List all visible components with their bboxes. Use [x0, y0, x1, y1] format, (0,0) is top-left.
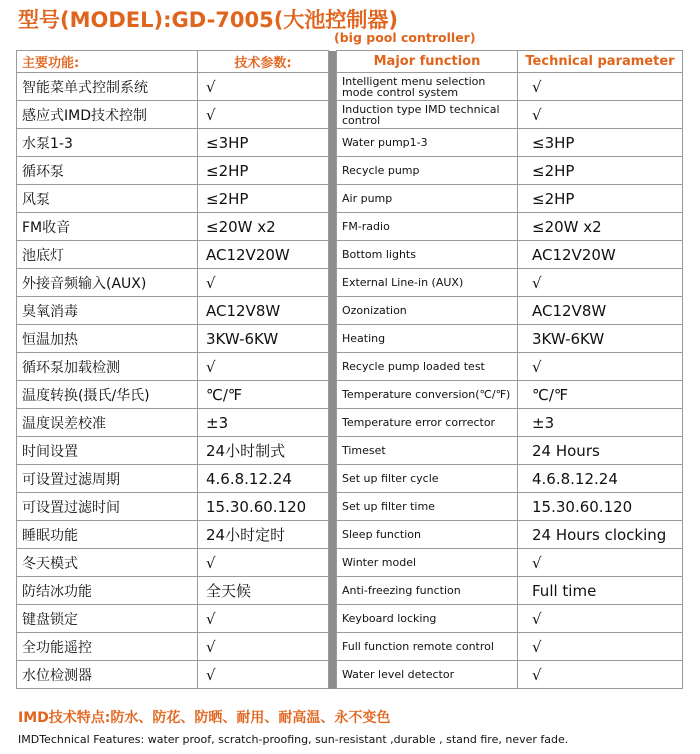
spec-table-grid — [16, 50, 683, 689]
feature-cn-value: √ — [198, 661, 329, 689]
feature-cn-label: 冬天模式 — [17, 549, 198, 577]
header-cn-param: 技术参数: — [198, 51, 329, 73]
table-row — [17, 101, 683, 129]
table-row — [17, 521, 683, 549]
feature-cn-value: AC12V20W — [198, 241, 329, 269]
feature-cn-label: 全功能遥控 — [17, 633, 198, 661]
feature-en-label: Heating — [337, 325, 518, 353]
feature-en-label: Recycle pump — [337, 157, 518, 185]
feature-cn-value: ≤2HP — [198, 185, 329, 213]
title-cn-suffix: (大池控制器) — [273, 8, 398, 32]
title-prefix: 型号(MODEL): — [18, 8, 172, 32]
feature-en-label: Water pump1-3 — [337, 129, 518, 157]
spec-table — [16, 50, 682, 689]
column-divider — [329, 101, 337, 129]
feature-en-value: ≤3HP — [518, 129, 683, 157]
column-divider — [329, 521, 337, 549]
feature-en-value: √ — [518, 605, 683, 633]
column-divider — [329, 241, 337, 269]
feature-en-label: FM-radio — [337, 213, 518, 241]
feature-en-label: Temperature error corrector — [337, 409, 518, 437]
column-divider — [329, 605, 337, 633]
table-row — [17, 353, 683, 381]
feature-cn-label: 循环泵 — [17, 157, 198, 185]
table-row — [17, 213, 683, 241]
feature-en-label: External Line-in (AUX) — [337, 269, 518, 297]
feature-cn-value: ≤2HP — [198, 157, 329, 185]
feature-en-label: Recycle pump loaded test — [337, 353, 518, 381]
table-row — [17, 549, 683, 577]
title-en-subtitle: (big pool controller) — [334, 30, 476, 45]
feature-en-value: √ — [518, 269, 683, 297]
feature-en-label: Anti-freezing function — [337, 577, 518, 605]
table-row — [17, 465, 683, 493]
column-divider — [329, 269, 337, 297]
feature-cn-value: 全天候 — [198, 577, 329, 605]
feature-cn-label: 智能菜单式控制系统 — [17, 73, 198, 101]
feature-en-label: Ozonization — [337, 297, 518, 325]
feature-en-value: √ — [518, 633, 683, 661]
table-row — [17, 241, 683, 269]
feature-en-value: Full time — [518, 577, 683, 605]
feature-cn-value: √ — [198, 101, 329, 129]
table-row — [17, 661, 683, 689]
feature-en-value: ≤2HP — [518, 157, 683, 185]
column-divider — [329, 325, 337, 353]
feature-cn-label: 臭氧消毒 — [17, 297, 198, 325]
column-divider — [329, 465, 337, 493]
table-row — [17, 633, 683, 661]
feature-cn-label: 外接音频输入(AUX) — [17, 269, 198, 297]
feature-en-value: AC12V8W — [518, 297, 683, 325]
feature-cn-label: 可设置过滤周期 — [17, 465, 198, 493]
feature-cn-value: √ — [198, 269, 329, 297]
feature-cn-value: √ — [198, 549, 329, 577]
column-divider — [329, 661, 337, 689]
feature-cn-label: 水泵1-3 — [17, 129, 198, 157]
column-divider — [329, 157, 337, 185]
header-cn-function: 主要功能: — [17, 51, 198, 73]
feature-cn-value: 3KW-6KW — [198, 325, 329, 353]
feature-cn-label: 风泵 — [17, 185, 198, 213]
feature-cn-label: 可设置过滤时间 — [17, 493, 198, 521]
feature-cn-label: 水位检测器 — [17, 661, 198, 689]
feature-cn-value: 24小时定时 — [198, 521, 329, 549]
feature-cn-value: 24小时制式 — [198, 437, 329, 465]
table-row — [17, 269, 683, 297]
table-body — [17, 73, 683, 689]
features-en: IMDTechnical Features: water proof, scratch-proofing, sun-resistant ,durable , stand fire, never fade. — [18, 733, 569, 746]
feature-en-value: AC12V20W — [518, 241, 683, 269]
feature-cn-value: 15.30.60.120 — [198, 493, 329, 521]
column-divider — [329, 633, 337, 661]
feature-cn-label: 温度转换(摄氏/华氏) — [17, 381, 198, 409]
feature-en-value: √ — [518, 101, 683, 129]
table-row — [17, 325, 683, 353]
feature-en-label: Set up filter cycle — [337, 465, 518, 493]
table-row — [17, 493, 683, 521]
table-row — [17, 437, 683, 465]
table-row — [17, 409, 683, 437]
column-divider — [329, 577, 337, 605]
feature-en-label: Keyboard locking — [337, 605, 518, 633]
feature-cn-value: ±3 — [198, 409, 329, 437]
feature-cn-value: √ — [198, 73, 329, 101]
feature-en-label: Winter model — [337, 549, 518, 577]
table-row — [17, 185, 683, 213]
feature-cn-label: 温度误差校准 — [17, 409, 198, 437]
table-header-row — [17, 51, 683, 73]
feature-en-label: Temperature conversion(℃/℉) — [337, 381, 518, 409]
feature-cn-value: ≤20W x2 — [198, 213, 329, 241]
column-divider — [329, 51, 337, 73]
header-en-param: Technical parameter — [518, 51, 683, 73]
feature-en-value: √ — [518, 661, 683, 689]
column-divider — [329, 213, 337, 241]
column-divider — [329, 381, 337, 409]
title-row — [18, 4, 698, 48]
table-row — [17, 157, 683, 185]
feature-cn-label: 恒温加热 — [17, 325, 198, 353]
feature-cn-label: 睡眠功能 — [17, 521, 198, 549]
feature-cn-label: 循环泵加载检测 — [17, 353, 198, 381]
feature-en-label: Intelligent menu selection mode control system — [337, 73, 518, 101]
table-row — [17, 297, 683, 325]
column-divider — [329, 353, 337, 381]
column-divider — [329, 73, 337, 101]
feature-en-label: Timeset — [337, 437, 518, 465]
feature-en-value: 3KW-6KW — [518, 325, 683, 353]
feature-en-value: 24 Hours clocking — [518, 521, 683, 549]
feature-en-label: Full function remote control — [337, 633, 518, 661]
feature-en-value: ℃/℉ — [518, 381, 683, 409]
feature-cn-label: 时间设置 — [17, 437, 198, 465]
feature-cn-label: 池底灯 — [17, 241, 198, 269]
table-row — [17, 605, 683, 633]
feature-en-label: Bottom lights — [337, 241, 518, 269]
features-cn: IMD技术特点:防水、防花、防晒、耐用、耐高温、永不变色 — [18, 710, 391, 726]
header-en-function: Major function — [337, 51, 518, 73]
feature-cn-value: √ — [198, 633, 329, 661]
feature-en-value: √ — [518, 549, 683, 577]
table-row — [17, 381, 683, 409]
feature-en-label: Water level detector — [337, 661, 518, 689]
feature-en-value: √ — [518, 353, 683, 381]
feature-cn-label: 防结冰功能 — [17, 577, 198, 605]
feature-en-label: Induction type IMD technical control — [337, 101, 518, 129]
feature-en-value: 24 Hours — [518, 437, 683, 465]
feature-en-value: 15.30.60.120 — [518, 493, 683, 521]
feature-en-label: Air pump — [337, 185, 518, 213]
column-divider — [329, 549, 337, 577]
feature-en-label: Sleep function — [337, 521, 518, 549]
feature-cn-label: 键盘锁定 — [17, 605, 198, 633]
column-divider — [329, 129, 337, 157]
features-block — [18, 707, 688, 746]
feature-cn-value: AC12V8W — [198, 297, 329, 325]
column-divider — [329, 437, 337, 465]
feature-cn-value: √ — [198, 605, 329, 633]
column-divider — [329, 297, 337, 325]
feature-en-label: Set up filter time — [337, 493, 518, 521]
column-divider — [329, 493, 337, 521]
table-row — [17, 577, 683, 605]
title-model: GD-7005 — [171, 8, 274, 32]
column-divider — [329, 409, 337, 437]
feature-cn-label: 感应式IMD技术控制 — [17, 101, 198, 129]
table-row — [17, 73, 683, 101]
column-divider — [329, 185, 337, 213]
feature-en-value: ±3 — [518, 409, 683, 437]
feature-en-value: 4.6.8.12.24 — [518, 465, 683, 493]
feature-en-value: ≤20W x2 — [518, 213, 683, 241]
feature-cn-value: 4.6.8.12.24 — [198, 465, 329, 493]
feature-cn-value: ≤3HP — [198, 129, 329, 157]
table-row — [17, 129, 683, 157]
feature-cn-label: FM收音 — [17, 213, 198, 241]
feature-en-value: √ — [518, 73, 683, 101]
feature-en-value: ≤2HP — [518, 185, 683, 213]
feature-cn-value: √ — [198, 353, 329, 381]
feature-cn-value: ℃/℉ — [198, 381, 329, 409]
